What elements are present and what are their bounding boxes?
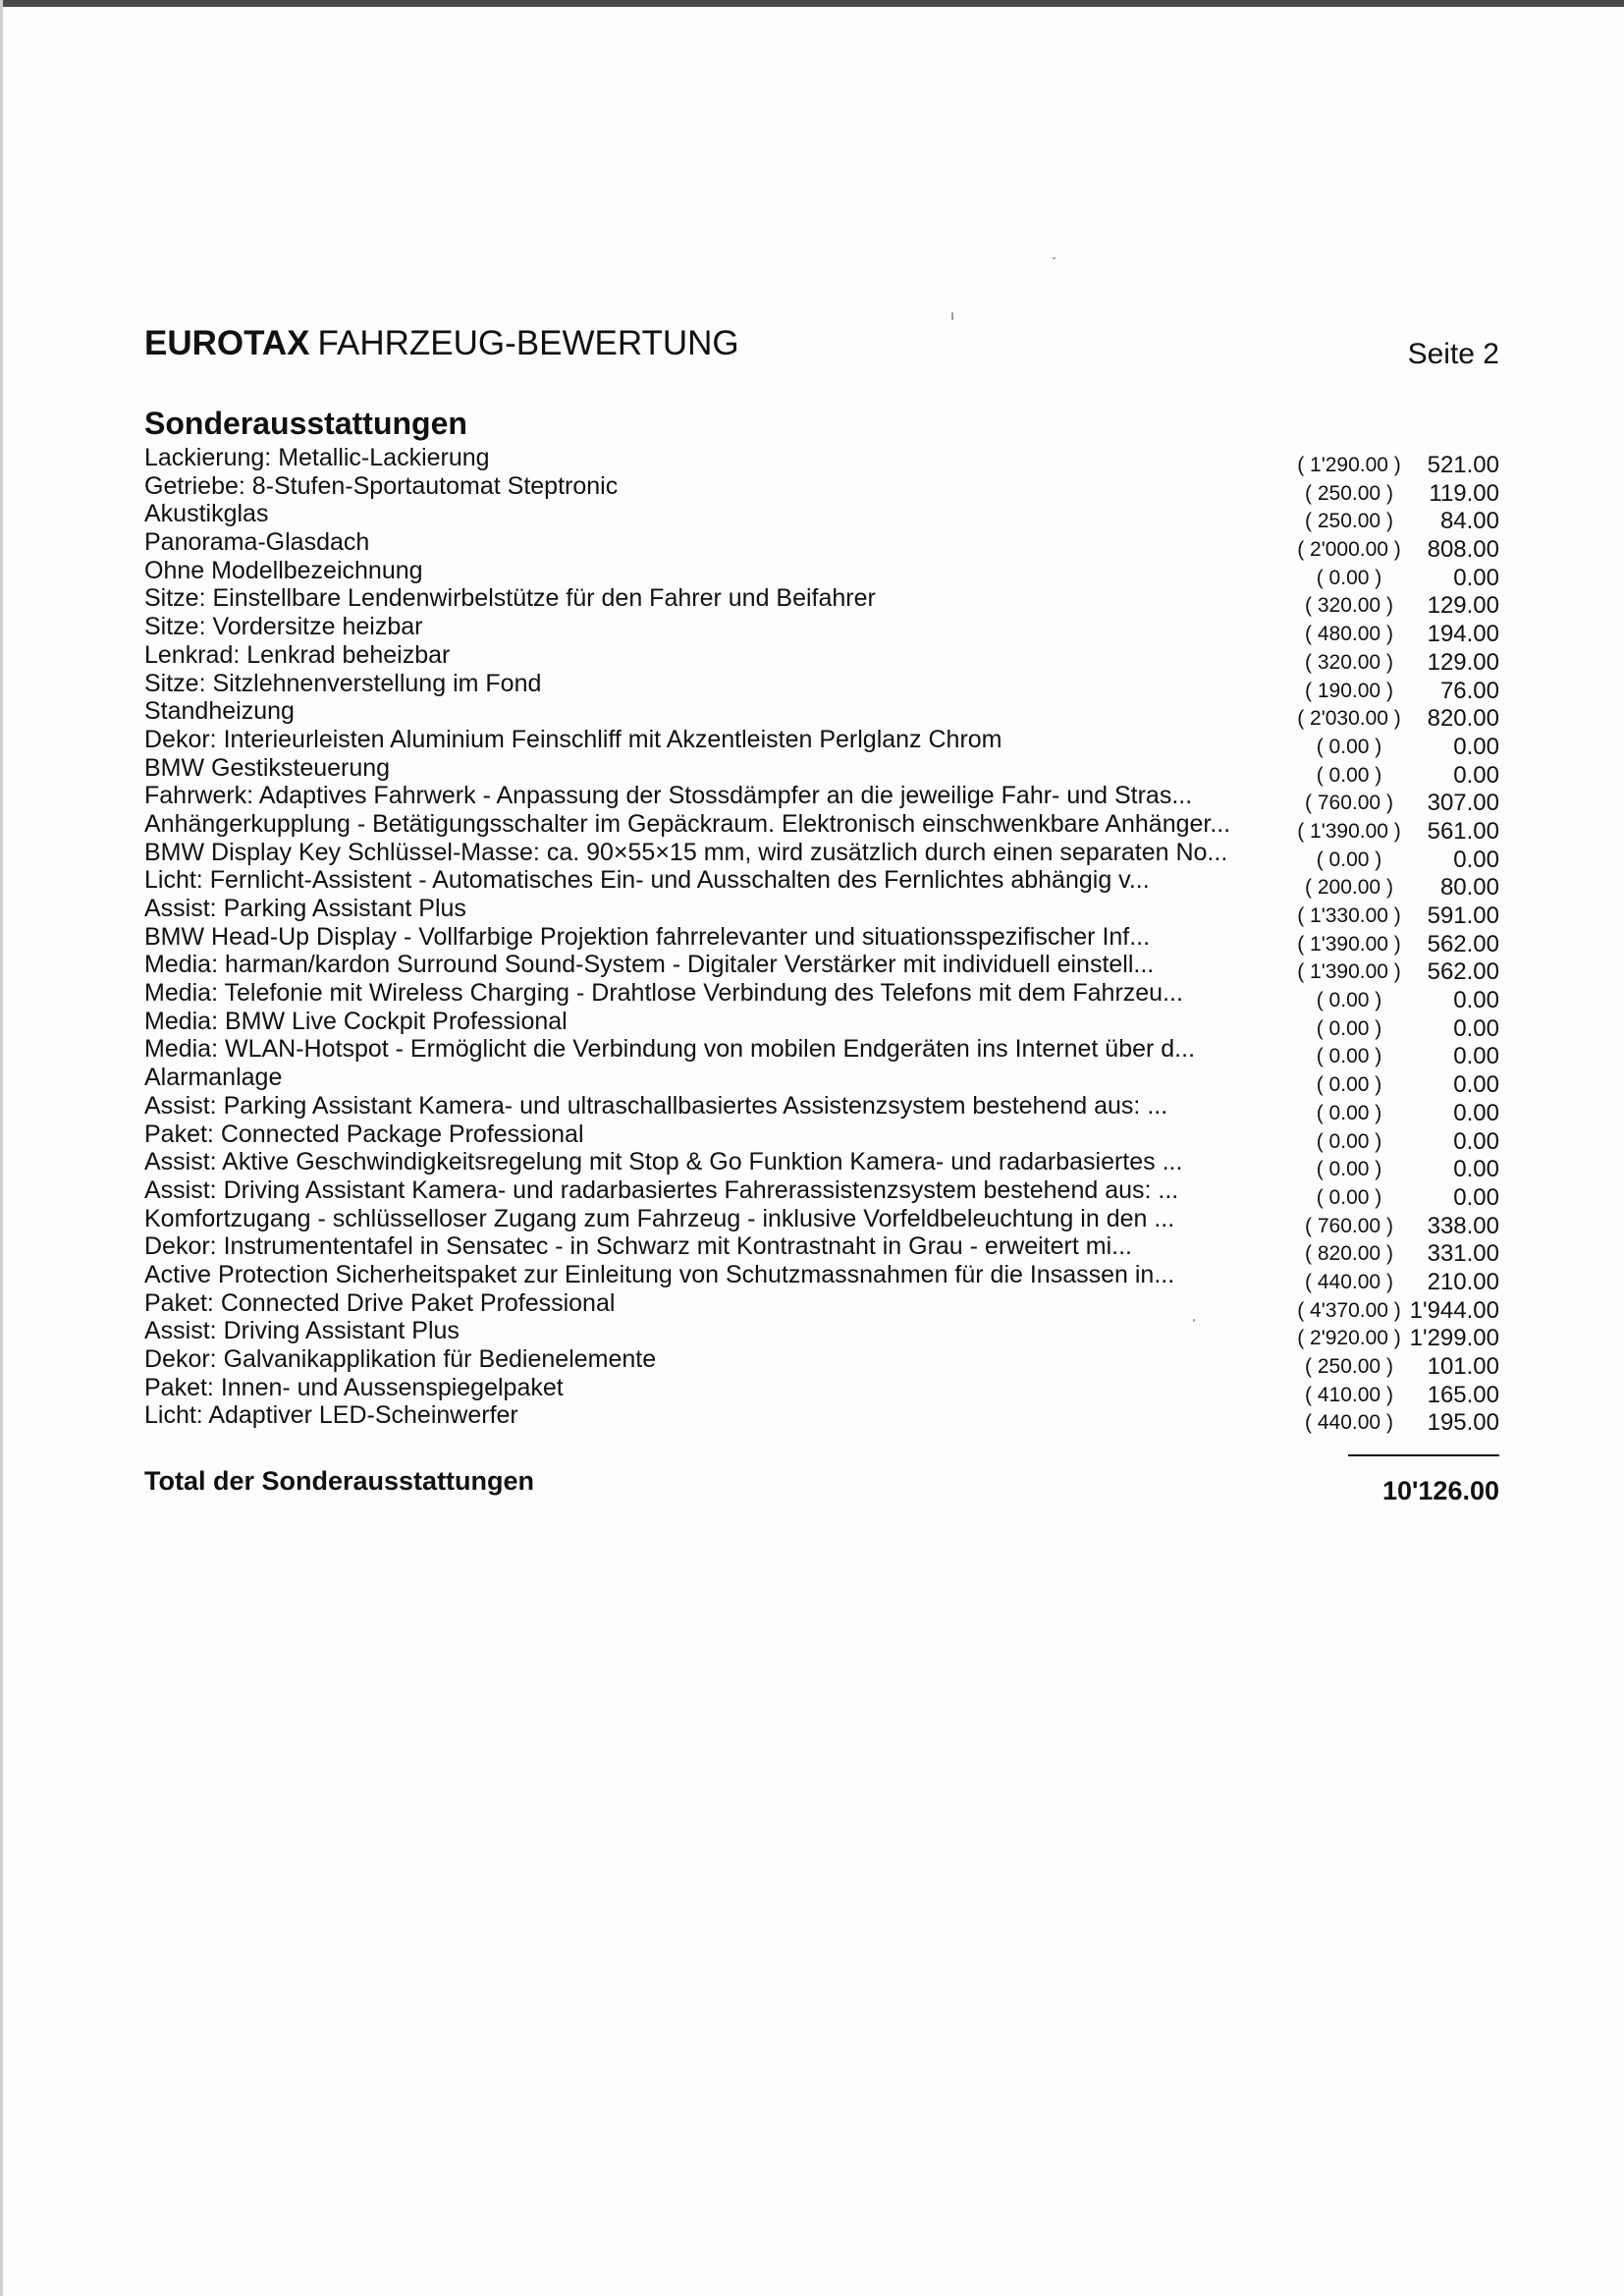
equipment-label: Media: WLAN-Hotspot - Ermöglicht die Verbindung von mobilen Endgeräten ins Internet über d... bbox=[144, 1035, 1196, 1064]
equipment-row bbox=[144, 979, 1499, 1014]
equipment-list-price: ( 0.00 ) bbox=[1316, 1073, 1382, 1097]
equipment-row bbox=[144, 1317, 1499, 1352]
equipment-label: Paket: Innen- und Aussenspiegelpaket bbox=[144, 1373, 564, 1401]
equipment-row bbox=[144, 1373, 1499, 1408]
equipment-value: 1'944.00 bbox=[1409, 1296, 1499, 1324]
equipment-row bbox=[144, 1148, 1499, 1183]
equipment-list-price: ( 410.00 ) bbox=[1305, 1383, 1393, 1406]
equipment-label: Lenkrad: Lenkrad beheizbar bbox=[144, 640, 451, 669]
equipment-list-price: ( 1'390.00 ) bbox=[1297, 819, 1401, 843]
equipment-row bbox=[144, 809, 1499, 845]
equipment-label: Media: harman/kardon Surround Sound-System - Digitaler Verstärker mit individuell einstell... bbox=[144, 951, 1155, 979]
equipment-label: Assist: Driving Assistant Plus bbox=[144, 1317, 460, 1345]
equipment-row bbox=[144, 838, 1499, 873]
equipment-list-price: ( 760.00 ) bbox=[1305, 1214, 1393, 1237]
equipment-label: Getriebe: 8-Stufen-Sportautomat Steptronic bbox=[144, 471, 619, 500]
equipment-list-price: ( 320.00 ) bbox=[1305, 594, 1393, 618]
equipment-row bbox=[144, 471, 1499, 507]
equipment-value: 307.00 bbox=[1427, 790, 1499, 817]
scan-left-edge bbox=[0, 0, 3, 2296]
equipment-list-price: ( 0.00 ) bbox=[1316, 847, 1382, 871]
equipment-row bbox=[144, 1091, 1499, 1126]
equipment-list-price: ( 0.00 ) bbox=[1316, 566, 1382, 589]
equipment-row bbox=[144, 866, 1499, 902]
equipment-list-price: ( 0.00 ) bbox=[1316, 1158, 1382, 1181]
equipment-list-price: ( 2'920.00 ) bbox=[1297, 1327, 1401, 1350]
equipment-row bbox=[144, 1064, 1499, 1099]
total-value: 10'126.00 bbox=[1381, 1476, 1499, 1505]
equipment-row bbox=[144, 725, 1499, 760]
equipment-row bbox=[144, 1232, 1499, 1268]
equipment-row bbox=[144, 1260, 1499, 1295]
equipment-value: 195.00 bbox=[1427, 1409, 1499, 1437]
equipment-list-price: ( 250.00 ) bbox=[1305, 481, 1393, 505]
equipment-row bbox=[144, 1204, 1499, 1239]
equipment-value: 129.00 bbox=[1427, 592, 1499, 620]
equipment-value: 129.00 bbox=[1427, 648, 1499, 676]
scan-top-edge bbox=[0, 0, 1624, 7]
equipment-list-price: ( 190.00 ) bbox=[1305, 679, 1393, 702]
equipment-label: Alarmanlage bbox=[144, 1064, 283, 1092]
equipment-row bbox=[144, 1288, 1499, 1324]
equipment-value: 0.00 bbox=[1453, 1099, 1499, 1126]
equipment-list-price: ( 0.00 ) bbox=[1316, 1101, 1382, 1124]
equipment-list-price: ( 440.00 ) bbox=[1305, 1411, 1393, 1435]
equipment-value: 591.00 bbox=[1427, 902, 1499, 929]
equipment-label: Media: BMW Live Cockpit Professional bbox=[144, 1007, 568, 1035]
equipment-label: BMW Head-Up Display - Vollfarbige Projektion fahrrelevanter und situationsspezifischer Inf... bbox=[144, 922, 1151, 951]
total-divider bbox=[1348, 1454, 1499, 1456]
equipment-row bbox=[144, 1401, 1499, 1437]
equipment-list-price: ( 0.00 ) bbox=[1316, 989, 1382, 1012]
brand-name: EUROTAX bbox=[144, 324, 310, 362]
equipment-label: Lackierung: Metallic-Lackierung bbox=[144, 444, 490, 471]
equipment-list bbox=[144, 444, 1499, 1437]
equipment-list-price: ( 2'030.00 ) bbox=[1297, 707, 1401, 731]
equipment-label: Ohne Modellbezeichnung bbox=[144, 556, 423, 584]
equipment-row bbox=[144, 1035, 1499, 1070]
equipment-label: Sitze: Vordersitze heizbar bbox=[144, 613, 423, 641]
equipment-list-price: ( 480.00 ) bbox=[1305, 623, 1393, 646]
equipment-value: 84.00 bbox=[1439, 508, 1499, 535]
equipment-value: 0.00 bbox=[1453, 564, 1499, 591]
equipment-value: 331.00 bbox=[1427, 1240, 1499, 1268]
equipment-label: Paket: Connected Drive Paket Professional bbox=[144, 1288, 616, 1317]
equipment-value: 562.00 bbox=[1427, 958, 1499, 986]
section-title: Sonderausstattungen bbox=[144, 406, 467, 441]
equipment-value: 0.00 bbox=[1453, 733, 1499, 760]
equipment-label: Standheizung bbox=[144, 697, 295, 726]
equipment-list-price: ( 760.00 ) bbox=[1305, 792, 1393, 815]
equipment-value: 1'299.00 bbox=[1409, 1325, 1499, 1352]
document-type: FAHRZEUG-BEWERTUNG bbox=[317, 324, 739, 362]
equipment-label: Assist: Parking Assistant Kamera- und ultraschallbasiertes Assistenzsystem bestehend aus: ... bbox=[144, 1091, 1168, 1120]
equipment-value: 165.00 bbox=[1427, 1381, 1499, 1408]
equipment-label: BMW Gestiksteuerung bbox=[144, 753, 391, 782]
equipment-list-price: ( 0.00 ) bbox=[1316, 1185, 1382, 1209]
equipment-label: Assist: Parking Assistant Plus bbox=[144, 895, 466, 922]
equipment-row bbox=[144, 1007, 1499, 1042]
equipment-list-price: ( 0.00 ) bbox=[1316, 735, 1382, 758]
equipment-value: 562.00 bbox=[1427, 930, 1499, 957]
equipment-label: Fahrwerk: Adaptives Fahrwerk - Anpassung der Stossdämpfer an die jeweilige Fahr- und Stras... bbox=[144, 782, 1193, 810]
equipment-value: 194.00 bbox=[1427, 621, 1499, 648]
equipment-value: 119.00 bbox=[1429, 479, 1499, 507]
equipment-label: Paket: Connected Package Professional bbox=[144, 1120, 584, 1148]
equipment-row bbox=[144, 895, 1499, 929]
equipment-list-price: ( 250.00 ) bbox=[1305, 510, 1393, 533]
equipment-list-price: ( 200.00 ) bbox=[1305, 876, 1393, 900]
equipment-value: 0.00 bbox=[1453, 1156, 1499, 1183]
equipment-row bbox=[144, 753, 1499, 789]
equipment-list-price: ( 2'000.00 ) bbox=[1297, 538, 1401, 562]
equipment-list-price: ( 320.00 ) bbox=[1305, 650, 1393, 674]
equipment-value: 0.00 bbox=[1453, 1127, 1499, 1155]
equipment-value: 0.00 bbox=[1453, 761, 1499, 789]
equipment-value: 820.00 bbox=[1427, 705, 1499, 733]
equipment-row bbox=[144, 500, 1499, 535]
equipment-row bbox=[144, 444, 1499, 478]
document-title bbox=[144, 324, 739, 363]
equipment-value: 0.00 bbox=[1453, 1071, 1499, 1099]
equipment-row bbox=[144, 1175, 1499, 1211]
equipment-list-price: ( 0.00 ) bbox=[1316, 1045, 1382, 1068]
equipment-row bbox=[144, 613, 1499, 648]
equipment-row bbox=[144, 1120, 1499, 1155]
scan-speck bbox=[1053, 257, 1056, 259]
equipment-label: Dekor: Instrumententafel in Sensatec - in Schwarz mit Kontrastnaht in Grau - erweitert mi... bbox=[144, 1232, 1132, 1261]
equipment-list-price: ( 820.00 ) bbox=[1305, 1242, 1393, 1266]
equipment-list-price: ( 0.00 ) bbox=[1316, 1129, 1382, 1153]
equipment-value: 101.00 bbox=[1427, 1353, 1499, 1380]
equipment-row bbox=[144, 556, 1499, 591]
equipment-value: 0.00 bbox=[1453, 987, 1499, 1014]
equipment-row bbox=[144, 697, 1499, 733]
equipment-list-price: ( 1'390.00 ) bbox=[1297, 960, 1401, 984]
equipment-value: 0.00 bbox=[1453, 846, 1499, 873]
equipment-value: 521.00 bbox=[1427, 452, 1499, 478]
equipment-list-price: ( 440.00 ) bbox=[1305, 1270, 1393, 1293]
equipment-label: Assist: Driving Assistant Kamera- und radarbasiertes Fahrerassistenzsystem bestehend aus: ... bbox=[144, 1175, 1179, 1204]
page-number: Seite 2 bbox=[1407, 338, 1499, 370]
equipment-row bbox=[144, 584, 1499, 620]
equipment-row bbox=[144, 782, 1499, 817]
equipment-label: Komfortzugang - schlüsselloser Zugang zum Fahrzeug - inklusive Vorfeldbeleuchtung in den ... bbox=[144, 1204, 1175, 1232]
total-label: Total der Sonderausstattungen bbox=[144, 1466, 535, 1496]
equipment-row bbox=[144, 1345, 1499, 1380]
document-header bbox=[144, 324, 1499, 373]
equipment-row bbox=[144, 528, 1499, 564]
equipment-label: Media: Telefonie mit Wireless Charging - Drahtlose Verbindung des Telefons mit dem Fahrzeu... bbox=[144, 979, 1183, 1008]
equipment-label: Assist: Aktive Geschwindigkeitsregelung mit Stop & Go Funktion Kamera- und radarbasiertes ... bbox=[144, 1148, 1183, 1176]
equipment-list-price: ( 250.00 ) bbox=[1305, 1355, 1393, 1378]
equipment-list-price: ( 1'290.00 ) bbox=[1297, 454, 1401, 476]
equipment-value: 80.00 bbox=[1439, 874, 1499, 902]
equipment-list-price: ( 0.00 ) bbox=[1316, 763, 1382, 787]
equipment-label: BMW Display Key Schlüssel-Masse: ca. 90×55×15 mm, wird zusätzlich durch einen separaten No... bbox=[144, 838, 1228, 866]
equipment-label: Panorama-Glasdach bbox=[144, 528, 370, 557]
equipment-value: 561.00 bbox=[1427, 817, 1499, 845]
equipment-value: 76.00 bbox=[1439, 677, 1499, 704]
equipment-row bbox=[144, 640, 1499, 676]
equipment-label: Sitze: Einstellbare Lendenwirbelstütze für den Fahrer und Beifahrer bbox=[144, 584, 876, 613]
equipment-value: 0.00 bbox=[1453, 1043, 1499, 1070]
equipment-label: Licht: Fernlicht-Assistent - Automatisches Ein- und Ausschalten des Fernlichtes abhängig v... bbox=[144, 866, 1150, 895]
equipment-label: Licht: Adaptiver LED-Scheinwerfer bbox=[144, 1401, 518, 1430]
equipment-label: Active Protection Sicherheitspaket zur Einleitung von Schutzmassnahmen für die Insassen in... bbox=[144, 1260, 1175, 1288]
equipment-value: 808.00 bbox=[1427, 536, 1499, 564]
equipment-value: 0.00 bbox=[1453, 1183, 1499, 1211]
equipment-row bbox=[144, 669, 1499, 704]
equipment-list-price: ( 0.00 ) bbox=[1316, 1016, 1382, 1040]
equipment-value: 210.00 bbox=[1427, 1268, 1499, 1295]
equipment-list-price: ( 1'330.00 ) bbox=[1297, 904, 1401, 927]
scan-speck bbox=[951, 312, 953, 320]
equipment-value: 338.00 bbox=[1427, 1212, 1499, 1239]
equipment-label: Dekor: Galvanikapplikation für Bedienelemente bbox=[144, 1345, 657, 1373]
equipment-label: Akustikglas bbox=[144, 500, 269, 528]
equipment-row bbox=[144, 922, 1499, 957]
equipment-list-price: ( 1'390.00 ) bbox=[1297, 932, 1401, 956]
equipment-row bbox=[144, 951, 1499, 986]
equipment-label: Dekor: Interieurleisten Aluminium Feinschliff mit Akzentleisten Perlglanz Chrom bbox=[144, 725, 1002, 753]
equipment-list-price: ( 4'370.00 ) bbox=[1297, 1298, 1401, 1322]
equipment-label: Sitze: Sitzlehnenverstellung im Fond bbox=[144, 669, 542, 697]
equipment-value: 0.00 bbox=[1453, 1014, 1499, 1042]
equipment-label: Anhängerkupplung - Betätigungsschalter im Gepäckraum. Elektronisch einschwenkbare Anhänger... bbox=[144, 809, 1231, 838]
